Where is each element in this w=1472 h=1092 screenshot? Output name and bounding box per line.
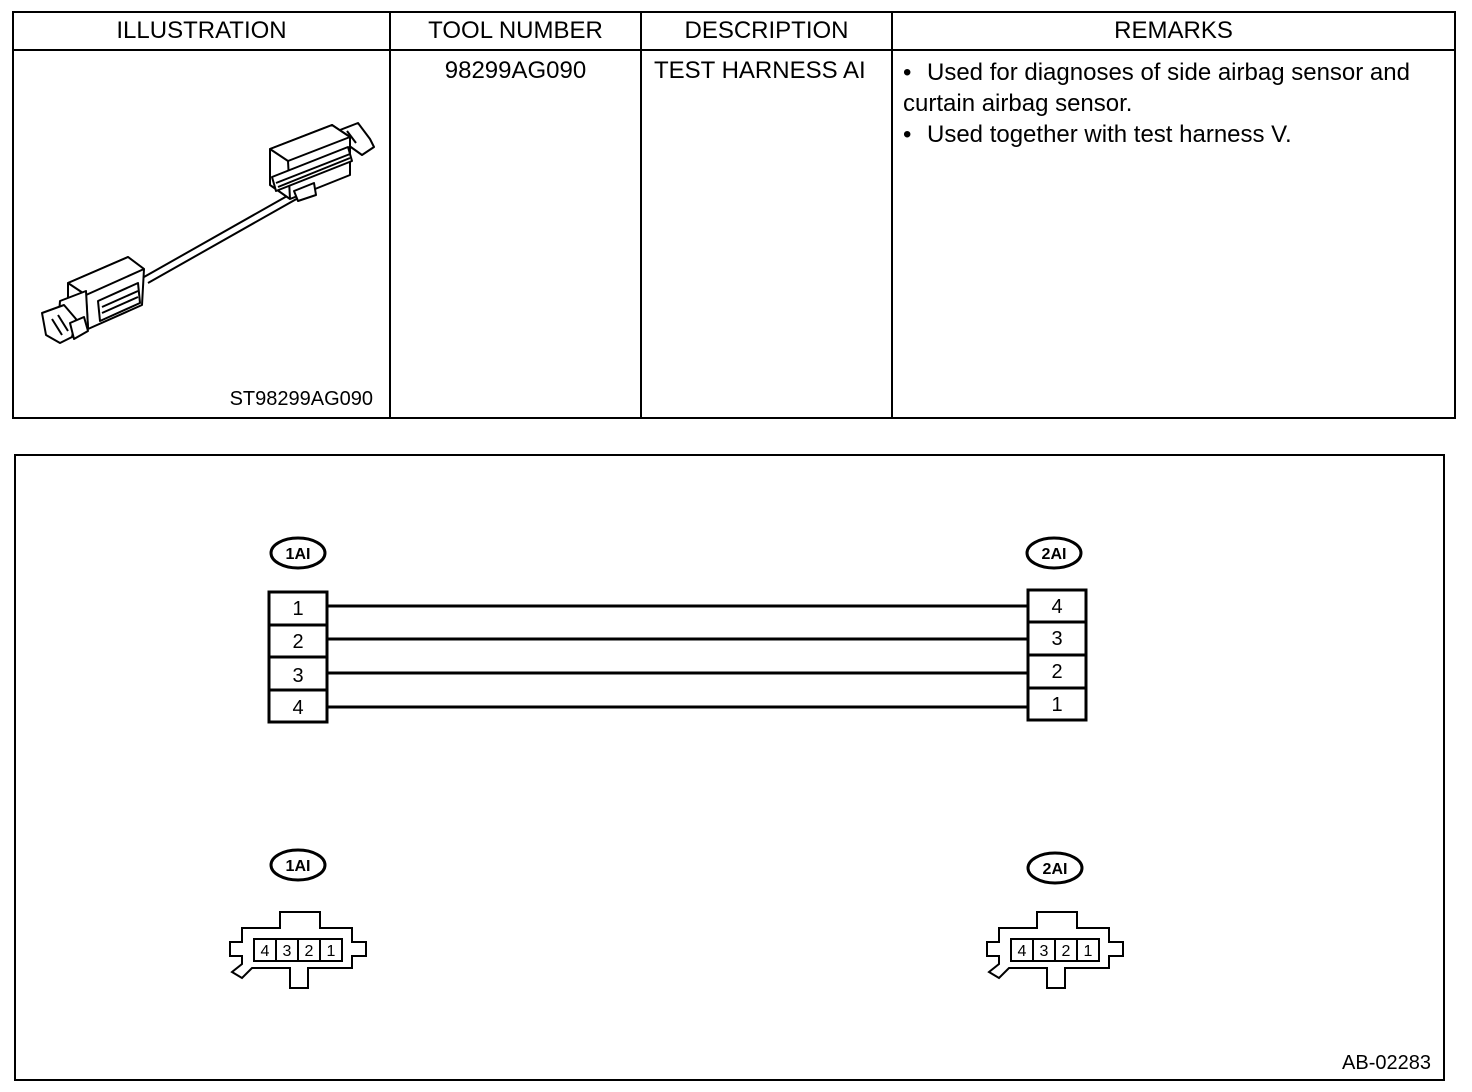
svg-text:1AI: 1AI (285, 858, 311, 875)
svg-text:4: 4 (260, 943, 270, 960)
connector-label-1ai-top (271, 538, 325, 568)
connector-face-1ai (230, 912, 366, 988)
header-description: DESCRIPTION (641, 12, 892, 50)
svg-text:2AI: 2AI (1041, 546, 1067, 563)
header-illustration: ILLUSTRATION (13, 12, 390, 50)
table-row (13, 50, 1455, 418)
left-pin-block (269, 592, 327, 722)
header-remarks: REMARKS (892, 12, 1455, 50)
connector-label-1ai-bottom (271, 850, 325, 880)
right-pin-1: 1 (1051, 694, 1063, 716)
remarks-item (903, 57, 1446, 119)
svg-text:3: 3 (1039, 943, 1049, 960)
svg-text:2AI: 2AI (1042, 861, 1068, 878)
remarks-text: Used together with test harness V. (927, 121, 1292, 148)
svg-text:1: 1 (326, 943, 336, 960)
remarks-list (903, 57, 1446, 150)
remarks-item (903, 119, 1446, 150)
connector-label-2ai-top (1027, 538, 1081, 568)
svg-text:2: 2 (304, 943, 314, 960)
right-pin-4: 4 (1051, 596, 1063, 618)
left-pin-1: 1 (292, 598, 304, 620)
bullet-icon: • (903, 59, 912, 86)
table-header-row (13, 12, 1455, 50)
svg-text:2: 2 (1061, 943, 1071, 960)
harness-wires (327, 606, 1028, 707)
description-cell: TEST HARNESS AI (641, 50, 892, 418)
right-pin-block (1028, 590, 1086, 720)
right-pin-3: 3 (1051, 628, 1063, 650)
remarks-cell (892, 50, 1455, 418)
illustration-cell (13, 50, 390, 418)
test-harness-illustration (14, 51, 391, 417)
header-tool-number: TOOL NUMBER (390, 12, 641, 50)
wiring-diagram-svg (16, 456, 1443, 1079)
svg-text:1AI: 1AI (285, 546, 311, 563)
tool-number-cell: 98299AG090 (390, 50, 641, 418)
svg-text:1: 1 (1083, 943, 1093, 960)
wiring-diagram (14, 454, 1445, 1081)
tool-table (12, 11, 1456, 419)
svg-text:4: 4 (1017, 943, 1027, 960)
connector-face-2ai (987, 912, 1123, 988)
left-pin-2: 2 (292, 631, 304, 653)
bullet-icon: • (903, 121, 912, 148)
svg-text:3: 3 (282, 943, 292, 960)
remarks-text: Used for diagnoses of side airbag sensor and curtain airbag sensor. (903, 59, 1410, 117)
illustration-caption: ST98299AG090 (229, 388, 373, 410)
right-pin-2: 2 (1051, 661, 1063, 683)
connector-label-2ai-bottom (1028, 853, 1082, 883)
diagram-code: AB-02283 (1342, 1052, 1431, 1074)
left-pin-4: 4 (292, 697, 304, 719)
left-pin-3: 3 (292, 665, 304, 687)
